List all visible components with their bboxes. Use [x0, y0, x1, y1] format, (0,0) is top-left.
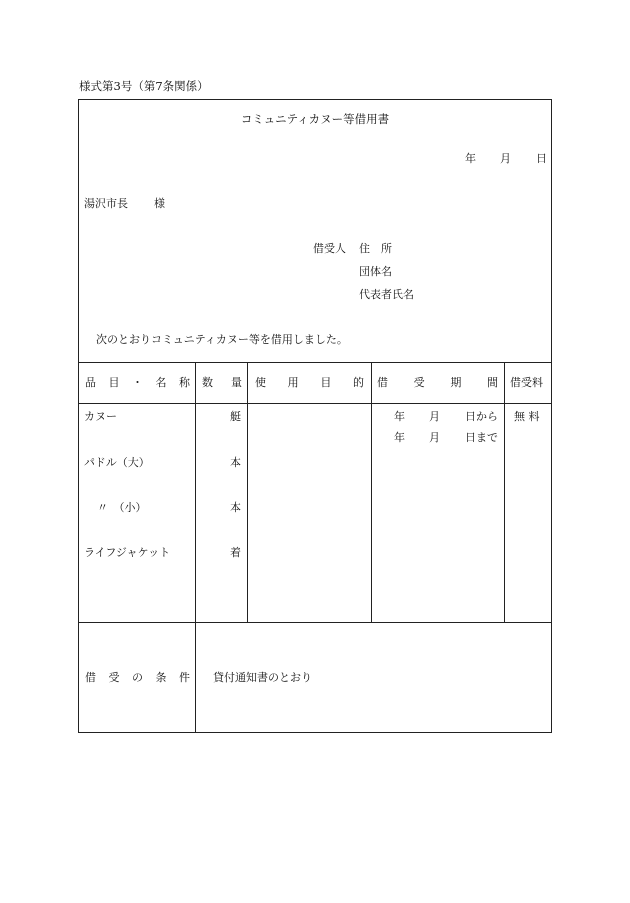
header-period-char: 期 [450, 376, 462, 389]
header-purpose-char: 使 [255, 376, 266, 389]
form-number-label: 様式第3号（第7条関係） [79, 79, 209, 93]
item-unit-life-jacket: 着 [230, 546, 241, 559]
header-purpose [255, 377, 364, 388]
item-name-paddle-large: パドル（大） [84, 456, 150, 469]
borrower-address-label: 住 所 [359, 242, 392, 255]
conditions-value: 貸付通知書のとおり [213, 671, 312, 684]
conditions-label-char: 件 [179, 671, 190, 684]
header-purpose-char: 的 [352, 376, 364, 389]
period-from-month: 月 [429, 410, 440, 423]
conditions-label-char: の [132, 671, 143, 684]
header-item-char: 称 [179, 376, 190, 389]
column-divider-purpose [371, 362, 372, 622]
period-from-year: 年 [394, 410, 405, 423]
header-period [377, 377, 498, 388]
borrower-representative-label: 代表者氏名 [359, 288, 414, 301]
header-bottom-rule [78, 403, 552, 404]
item-unit-canoe: 艇 [230, 410, 241, 423]
header-item-char: 品 [85, 376, 96, 389]
statement-text: 次のとおりコミュニティカヌー等を借用しました。 [96, 333, 348, 346]
borrower-organization-label: 団体名 [359, 265, 392, 278]
column-divider-period [504, 362, 505, 622]
header-period-char: 受 [413, 376, 425, 389]
header-qty-char: 数 [202, 376, 213, 389]
item-name-canoe: カヌー [84, 410, 117, 423]
conditions-label-char: 借 [85, 671, 96, 684]
header-purpose-char: 用 [287, 376, 299, 389]
items-bottom-rule [78, 622, 552, 623]
item-unit-paddle-small: 本 [230, 501, 241, 514]
item-name-paddle-small: 〃 （小） [97, 501, 147, 514]
item-name-life-jacket: ライフジャケット [84, 546, 171, 559]
date-month-label: 月 [500, 152, 511, 165]
addressee-name: 湯沢市長 [84, 197, 128, 210]
conditions-label-char: 受 [108, 671, 120, 684]
conditions-label [85, 672, 190, 683]
header-item-char: ・ [132, 376, 143, 389]
period-from-day: 日から [465, 410, 498, 423]
column-divider-qty [247, 362, 248, 622]
item-unit-paddle-large: 本 [230, 456, 241, 469]
header-purpose-char: 目 [320, 376, 332, 389]
fee-value: 無 料 [514, 410, 540, 423]
borrower-label: 借受人 [313, 242, 346, 255]
header-fee: 借受料 [510, 376, 543, 389]
header-item-char: 目 [108, 376, 120, 389]
header-period-char: 間 [486, 376, 498, 389]
header-qty-char: 量 [231, 376, 242, 389]
header-item-name [85, 377, 190, 388]
date-year-label: 年 [465, 152, 476, 165]
period-to-year: 年 [394, 431, 405, 444]
document-title: コミュニティカヌー等借用書 [240, 112, 390, 126]
conditions-label-char: 条 [155, 671, 167, 684]
date-day-label: 日 [536, 152, 547, 165]
header-period-char: 借 [377, 376, 388, 389]
period-to-month: 月 [429, 431, 440, 444]
period-to-day: 日まで [465, 431, 498, 444]
header-item-char: 名 [155, 376, 167, 389]
header-quantity [202, 377, 242, 388]
column-divider-item [195, 362, 196, 732]
table-top-rule [78, 362, 552, 363]
addressee-honorific: 様 [154, 197, 165, 210]
